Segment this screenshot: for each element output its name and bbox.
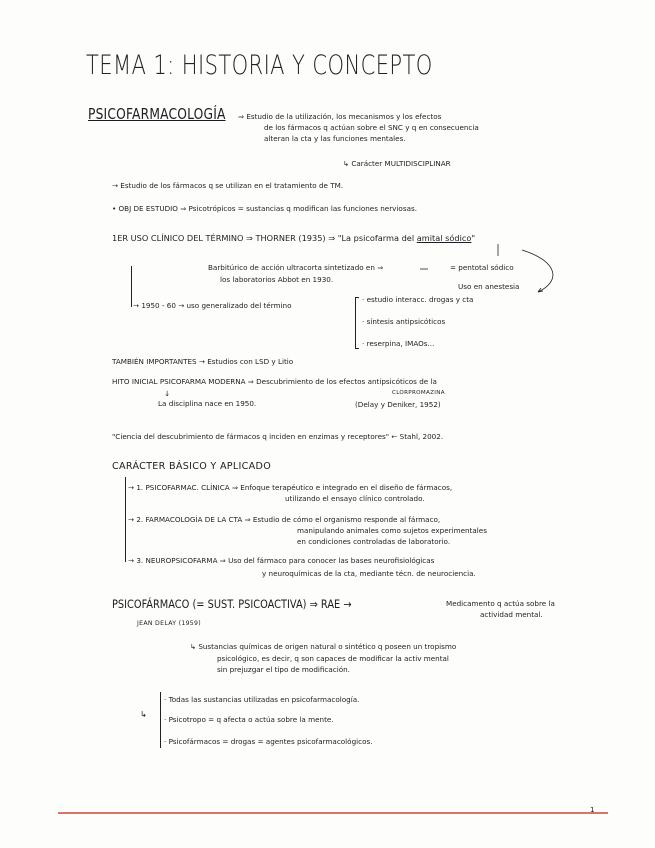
heading-caracter-basico: CARÁCTER BÁSICO Y APLICADO [112,461,272,472]
psicofarmaco-item-3-text: Psicofármacos = drogas = agentes psicofarmacológicos. [168,737,373,746]
definition-line-1: Estudio de la utilización, los mecanismos y los efectos [246,112,442,121]
definition-line: ⇒ Estudio de la utilización, los mecanismos y los efectos [238,112,442,121]
barbiturico-line-2: los laboratorios Abbot en 1930. [220,275,334,284]
list-arrow: ↳ [140,709,147,719]
objeto-estudio: • OBJ DE ESTUDIO ⇒ Psicotrópicos = sustancias q modifican las funciones nerviosas. [112,204,418,213]
estudio-farmacos: → Estudio de los fármacos q se utilizan en el tratamiento de TM. [112,181,344,190]
point-3-text: 3. NEUROPSICOFARMA ⇒ Uso del fármaco para conocer las bases neurofisiológicas [136,556,435,565]
point-3-line-2: y neuroquímicas de la cta, mediante técn. de neurociencia. [262,569,476,578]
clorpromazina: CLORPROMAZINA [392,390,445,396]
point-3: → 3. NEUROPSICOFARMA ⇒ Uso del fármaco para conocer las bases neurofisiológicas [128,556,435,565]
heading-psicofarmacologia: PSICOFARMACOLOGÍA [88,105,226,123]
point-1: → 1. PSICOFARMAC. CLÍNICA ⇒ Enfoque terapéutico e integrado en el diseño de fármacos, [128,483,453,492]
definition-line-2: de los fármacos q actúan sobre el SNC y q en consecuencia [264,123,479,132]
disciplina-nace: La disciplina nace en 1950. [158,399,257,408]
uso-item-3-text: reserpina, IMAOs... [366,339,435,348]
amital-sodico: amital sódico [416,233,472,243]
tambien-importantes: TAMBIÉN IMPORTANTES → Estudios con LSD y Litio [112,357,294,366]
rae-line-2: actividad mental. [480,610,543,619]
uso-item-3: · reserpina, IMAOs... [362,339,435,348]
uso-item-1: · estudio interacc. drogas y cta [362,295,474,304]
uso-item-1-text: estudio interacc. drogas y cta [366,295,474,304]
uso-item-2: · síntesis antipsicóticos [362,317,446,326]
bottom-rule [58,812,608,814]
page-title: TEMA 1: HISTORIA Y CONCEPTO [86,50,433,81]
point-2: → 2. FARMACOLOGÍA DE LA CTA ⇒ Estudio de cómo el organismo responde al fármaco, [128,515,441,524]
anestesia-text: Uso en anestesia [458,282,520,291]
page-number: 1 [590,805,595,814]
sustancias-line-2: psicológico, es decir, q son capaces de modificar la activ mental [217,654,449,663]
heading-psicofarmaco: PSICOFÁRMACO (= SUST. PSICOACTIVA) ⇒ RAE → [112,597,352,611]
psicofarmaco-item-2: · Psicotropo = q afecta o actúa sobre la mente. [164,715,334,724]
point-2-text: 2. FARMACOLOGÍA DE LA CTA ⇒ Estudio de cómo el organismo responde al fármaco, [136,515,441,524]
definition-line-3: alteran la cta y las funciones mentales. [264,134,406,143]
uso-item-2-text: síntesis antipsicóticos [366,317,446,326]
jean-delay: JEAN DELAY (1959) [137,620,201,627]
hito-arrow: ↓ [164,389,171,398]
primer-uso-label: 1ER USO CLÍNICO DEL TÉRMINO ⇒ THORNER (1935) ⇒ "La psicofarma del [112,233,417,243]
delay-deniker: (Delay y Deniker, 1952) [355,400,441,409]
point-1-text: 1. PSICOFARMAC. CLÍNICA ⇒ Enfoque terapéutico e integrado en el diseño de fármacos, [136,483,453,492]
psicofarmaco-item-1-text: Todas las sustancias utilizadas en psicofarmacología. [168,695,360,704]
ciencia-quote: "Ciencia del descubrimiento de fármacos q inciden en enzimas y receptores" ← Stahl, 2002. [112,432,444,441]
sustancias-text-1: Sustancias químicas de origen natural o sintético q poseen un tropismo [198,642,457,651]
barbiturico-line-1: Barbitúrico de acción ultracorta sintetizado en ⇒ [208,263,384,272]
psicofarmaco-item-3: · Psicofármacos = drogas = agentes psicofarmacológicos. [164,737,373,746]
pentotal-text: = pentotal sódico [450,263,514,272]
point-2-line-2: manipulando animales como sujetos experimentales [297,526,487,535]
sustancias-line-3: sin prejuzgar el tipo de modificación. [217,665,350,674]
rae-line-1: Medicamento q actúa sobre la [446,599,555,608]
hito-inicial: HITO INICIAL PSICOFARMA MODERNA ⇒ Descubrimiento de los efectos antipsicóticos de la [112,377,437,386]
point-2-line-3: en condiciones controladas de laboratorio. [297,537,451,546]
anyo-1950-text: 1950 - 60 → uso generalizado del término [141,301,292,310]
quote-end: " [471,233,476,243]
uso-generalizado: → 1950 - 60 → uso generalizado del término [133,301,292,310]
point-1-line-2: utilizando el ensayo clínico controlado. [285,494,425,503]
sustancias-line-1: ↳ Sustancias químicas de origen natural o sintético q poseen un tropismo [190,642,457,651]
psicofarmaco-item-1: · Todas las sustancias utilizadas en psicofarmacología. [164,695,360,704]
psicofarmaco-item-2-text: Psicotropo = q afecta o actúa sobre la mente. [168,715,334,724]
caracter-text: Carácter MULTIDISCIPLINAR [351,159,451,168]
caracter-note: ↳ Carácter MULTIDISCIPLINAR [343,159,451,168]
